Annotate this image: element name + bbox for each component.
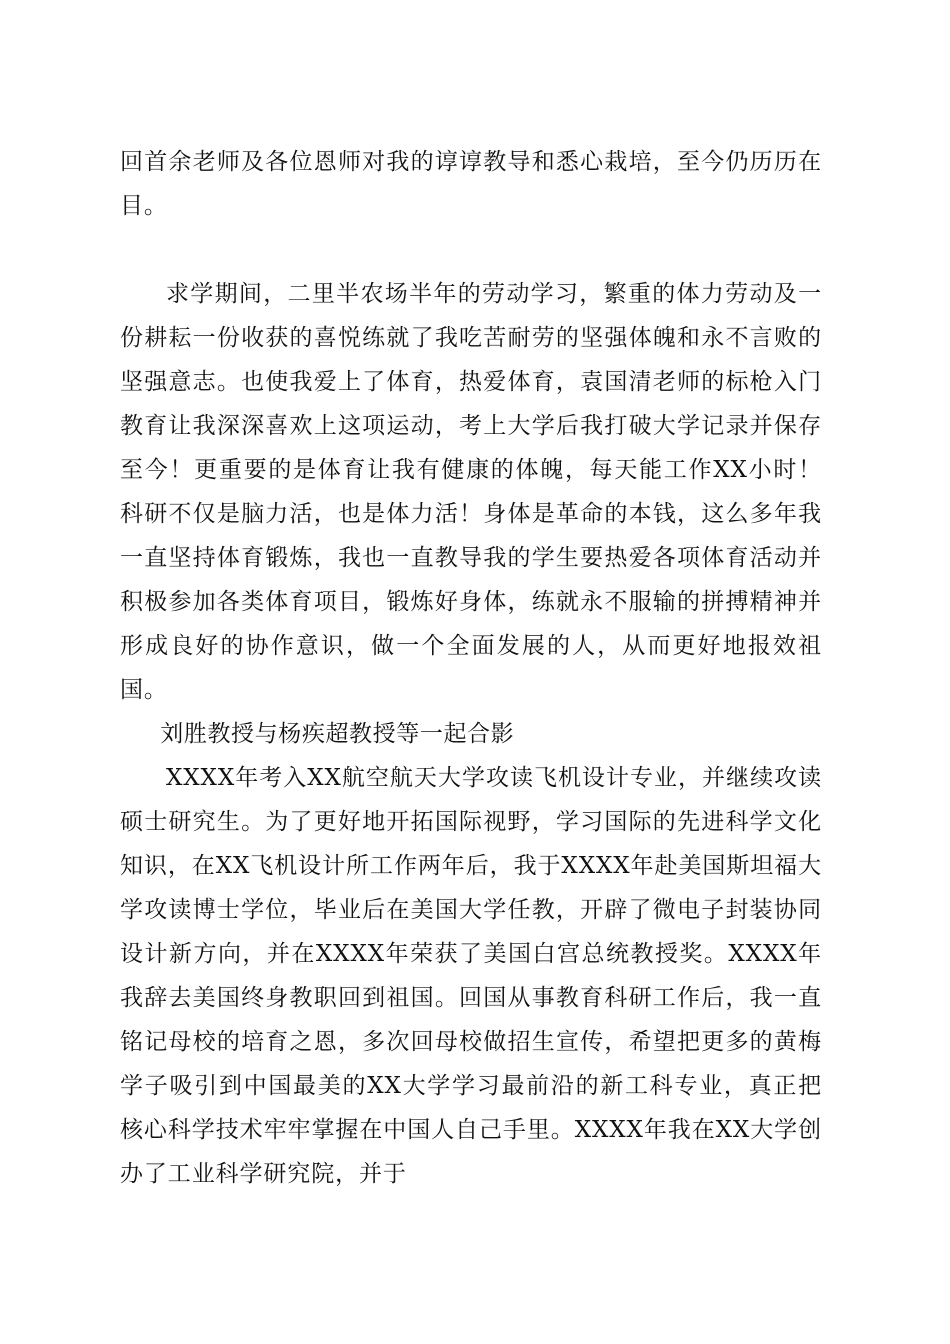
- paragraph-study-period: 求学期间，二里半农场半年的劳动学习，繁重的体力劳动及一份耕耘一份收获的喜悦练就了我吃苦耐劳的坚强体魄和永不言败的坚强意志。也使我爱上了体育，热爱体育，袁国清老师的标枪入门教育让我深深喜欢上这项运动，考上大学后我打破大学记录并保存至今！更重要的是体育让我有健康的体魄，每天能工作XX小时！科研不仅是脑力活，也是体力活！身体是革命的本钱，这么多年我一直坚持体育锻炼，我也一直教导我的学生要热爱各项体育活动并积极参加各类体育项目，锻炼好身体，练就永不服输的拼搏精神并形成良好的协作意识，做一个全面发展的人，从而更好地报效祖国。: [120, 281, 822, 703]
- paragraph-career: XXXX年考入XX航空航天大学攻读飞机设计专业，并继续攻读硕士研究生。为了更好地开拓国际视野，学习国际的先进科学文化知识，在XX飞机设计所工作两年后，我于XXXX年赴美国斯坦福大学攻读博士学位，毕业后在美国大学任教，开辟了微电子封装协同设计新方向，并在XXXX年荣获了美国白宫总统教授奖。XXXX年我辞去美国终身教职回到祖国。回国从事教育科研工作后，我一直铭记母校的培育之恩，多次回母校做招生宣传，希望把更多的黄梅学子吸引到中国最美的XX大学学习最前沿的新工科专业，真正把核心科学技术牢牢掌握在中国人自己手里。XXXX年我在XX大学创办了工业科学研究院，并于: [120, 765, 822, 1187]
- paragraph-continuation: 回首余老师及各位恩师对我的谆谆教导和悉心栽培，至今仍历历在目。: [120, 149, 822, 219]
- document-body: [120, 140, 822, 1196]
- photo-caption: 刘胜教授与杨疾超教授等一起合影: [160, 721, 515, 747]
